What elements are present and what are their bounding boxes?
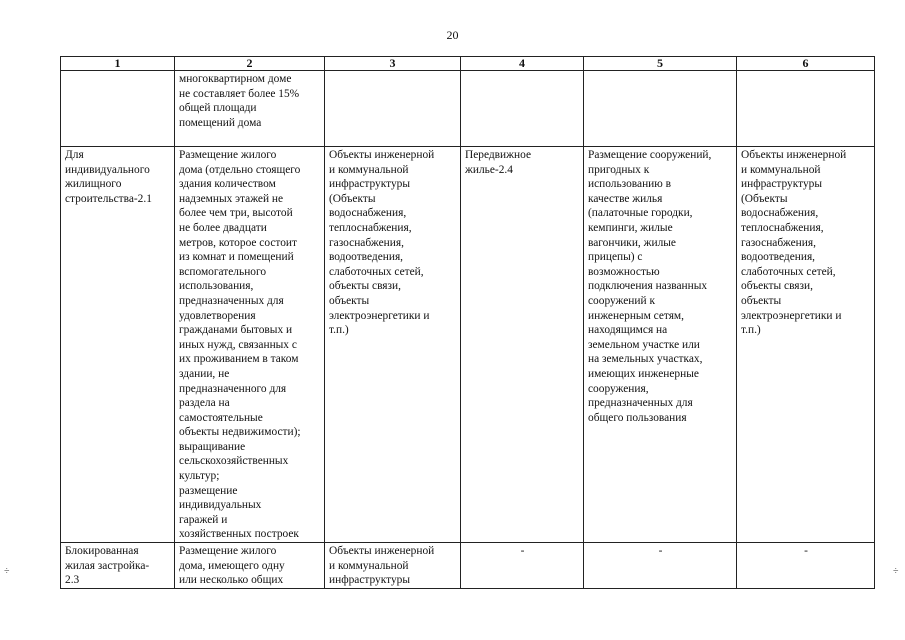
cell-text-line: инфраструктуры: [329, 178, 410, 191]
cell-text-line: общего пользования: [588, 411, 687, 424]
cell-text-line: т.п.): [741, 324, 761, 337]
cell-text-line: использования,: [179, 280, 254, 293]
table-cell: [584, 71, 737, 147]
cell-text-line: предназначенных для: [179, 294, 284, 307]
table-row: [61, 147, 875, 543]
cell-text-line: выращивание: [179, 440, 246, 453]
cell-text-line: раздела на: [179, 397, 230, 410]
cell-text-line: объекты: [741, 294, 782, 307]
table-row: [61, 543, 875, 589]
cell-text-line: водоотведения,: [329, 251, 404, 264]
cell-text-line: Размещение сооружений,: [588, 149, 712, 161]
column-header: 5: [584, 57, 737, 71]
cell-text-line: размещение: [179, 484, 238, 497]
cell-text-line: земельном участке или: [588, 338, 700, 351]
cell-text-line: гражданами бытовых и: [179, 324, 293, 337]
cell-text-line: дома (отдельно стоящего: [179, 163, 301, 176]
table-cell: [61, 543, 175, 589]
cell-text-line: жилищного: [65, 178, 122, 191]
cell-text-line: жилая застройка-: [65, 559, 150, 572]
cell-text-line: сооружений к: [588, 294, 655, 307]
cell-text-line: имеющих инженерные: [588, 367, 699, 380]
cell-text-line: -: [520, 545, 525, 558]
cell-text-line: газоснабжения,: [329, 236, 404, 249]
cell-text-line: индивидуального: [65, 163, 150, 176]
cell-text-line: теплоснабжения,: [329, 221, 412, 234]
cell-text-line: газоснабжения,: [741, 236, 816, 249]
page-number: 20: [446, 28, 459, 42]
cell-text-line: инфраструктуры: [329, 574, 410, 587]
cell-text-line: Для: [65, 149, 84, 161]
cell-text-line: объекты недвижимости);: [179, 426, 301, 439]
left-margin-mark: ÷: [4, 566, 10, 577]
cell-text-line: Объекты инженерной: [329, 149, 435, 161]
cell-text-line: объекты: [329, 294, 370, 307]
cell-text-line: вспомогательного: [179, 265, 267, 278]
cell-text-line: -: [804, 545, 808, 558]
table-cell: [175, 71, 325, 147]
cell-text-line: (палаточные городки,: [588, 207, 693, 220]
cell-text-line: возможностью: [588, 265, 660, 278]
cell-text-line: кемпинги, жилые: [588, 221, 673, 234]
cell-text-line: на земельных участках,: [588, 353, 703, 366]
cell-text-line: качестве жилья: [588, 192, 663, 205]
cell-text-line: использованию в: [588, 178, 672, 191]
cell-text-line: и коммунальной: [741, 163, 821, 176]
cell-text-line: пригодных к: [588, 163, 650, 176]
cell-text-line: и коммунальной: [329, 559, 409, 572]
cell-text-line: строительства-2.1: [65, 192, 152, 205]
cell-text-line: объекты связи,: [329, 280, 401, 293]
cell-text-line: водоотведения,: [741, 251, 816, 264]
table-row: [61, 71, 875, 147]
cell-text-line: иных нужд, связанных с: [179, 338, 297, 351]
cell-text-line: Размещение жилого: [179, 545, 277, 558]
cell-text-line: -: [658, 545, 663, 558]
cell-text-line: общей площади: [179, 102, 257, 115]
cell-text-line: Размещение жилого: [179, 149, 277, 161]
cell-text-line: хозяйственных построек: [179, 528, 299, 541]
cell-text-line: электроэнергетики и: [329, 309, 430, 322]
cell-text-line: помещений дома: [179, 116, 262, 129]
cell-text-line: их проживанием в таком: [179, 353, 299, 366]
cell-text-line: многоквартирном доме: [179, 73, 292, 85]
cell-text-line: вагончики, жилые: [588, 236, 676, 249]
cell-text-line: объекты связи,: [741, 280, 813, 293]
cell-text-line: здания количеством: [179, 178, 276, 191]
cell-text-line: подключения названных: [588, 280, 708, 293]
cell-text-line: не более двадцати: [179, 221, 267, 234]
table-cell: [737, 71, 875, 147]
cell-text-line: Объекты инженерной: [741, 149, 847, 161]
cell-text-line: слаботочных сетей,: [741, 265, 836, 278]
column-header: 4: [461, 57, 584, 71]
cell-text-line: и коммунальной: [329, 163, 409, 176]
cell-text-line: предназначенных для: [588, 397, 693, 410]
cell-text-line: инженерным сетям,: [588, 309, 684, 322]
table-cell: [461, 543, 584, 589]
cell-text-line: более чем три, высотой: [179, 207, 293, 220]
column-header: 3: [325, 57, 461, 71]
table-cell: [61, 71, 175, 147]
cell-text-line: из комнат и помещений: [179, 251, 294, 264]
cell-text-line: не составляет более 15%: [179, 87, 300, 100]
cell-text-line: жилье-2.4: [465, 163, 513, 176]
cell-text-line: электроэнергетики и: [741, 309, 842, 322]
cell-text-line: здании, не: [179, 367, 230, 380]
cell-text-line: удовлетворения: [179, 309, 256, 322]
cell-text-line: Блокированная: [65, 545, 139, 558]
table-cell: [325, 543, 461, 589]
cell-text-line: находящимся на: [588, 324, 668, 337]
zoning-table: [60, 56, 875, 589]
cell-text-line: культур;: [179, 470, 220, 483]
table-cell: [175, 147, 325, 543]
cell-text-line: т.п.): [329, 324, 349, 337]
cell-text-line: (Объекты: [741, 192, 788, 205]
cell-text-line: дома, имеющего одну: [179, 559, 285, 572]
table-cell: [737, 147, 875, 543]
table-cell: [175, 543, 325, 589]
right-margin-mark: ÷: [893, 566, 899, 577]
cell-text-line: инфраструктуры: [741, 178, 822, 191]
column-header: 1: [61, 57, 175, 71]
column-header: 2: [175, 57, 325, 71]
table-cell: [61, 147, 175, 543]
table-cell: [461, 71, 584, 147]
table-cell: [584, 543, 737, 589]
cell-text-line: надземных этажей не: [179, 192, 284, 205]
cell-text-line: водоснабжения,: [329, 207, 407, 220]
cell-text-line: 2.3: [65, 574, 80, 587]
cell-text-line: индивидуальных: [179, 499, 262, 512]
cell-text-line: Объекты инженерной: [329, 545, 435, 558]
cell-text-line: водоснабжения,: [741, 207, 819, 220]
table-cell: [325, 147, 461, 543]
cell-text-line: теплоснабжения,: [741, 221, 824, 234]
table-cell: [461, 147, 584, 543]
cell-text-line: прицепы) с: [588, 251, 643, 264]
table-cell: [584, 147, 737, 543]
table-cell: [737, 543, 875, 589]
cell-text-line: предназначенного для: [179, 382, 287, 395]
cell-text-line: Передвижное: [465, 149, 532, 161]
cell-text-line: метров, которое состоит: [179, 236, 297, 249]
cell-text-line: или несколько общих: [179, 574, 284, 587]
cell-text-line: самостоятельные: [179, 411, 263, 424]
cell-text-line: сооружения,: [588, 382, 649, 395]
table-cell: [325, 71, 461, 147]
cell-text-line: сельскохозяйственных: [179, 455, 289, 468]
cell-text-line: гаражей и: [179, 513, 228, 526]
column-header: 6: [737, 57, 875, 71]
cell-text-line: (Объекты: [329, 192, 376, 205]
table-header-row: [61, 57, 875, 71]
cell-text-line: слаботочных сетей,: [329, 265, 424, 278]
